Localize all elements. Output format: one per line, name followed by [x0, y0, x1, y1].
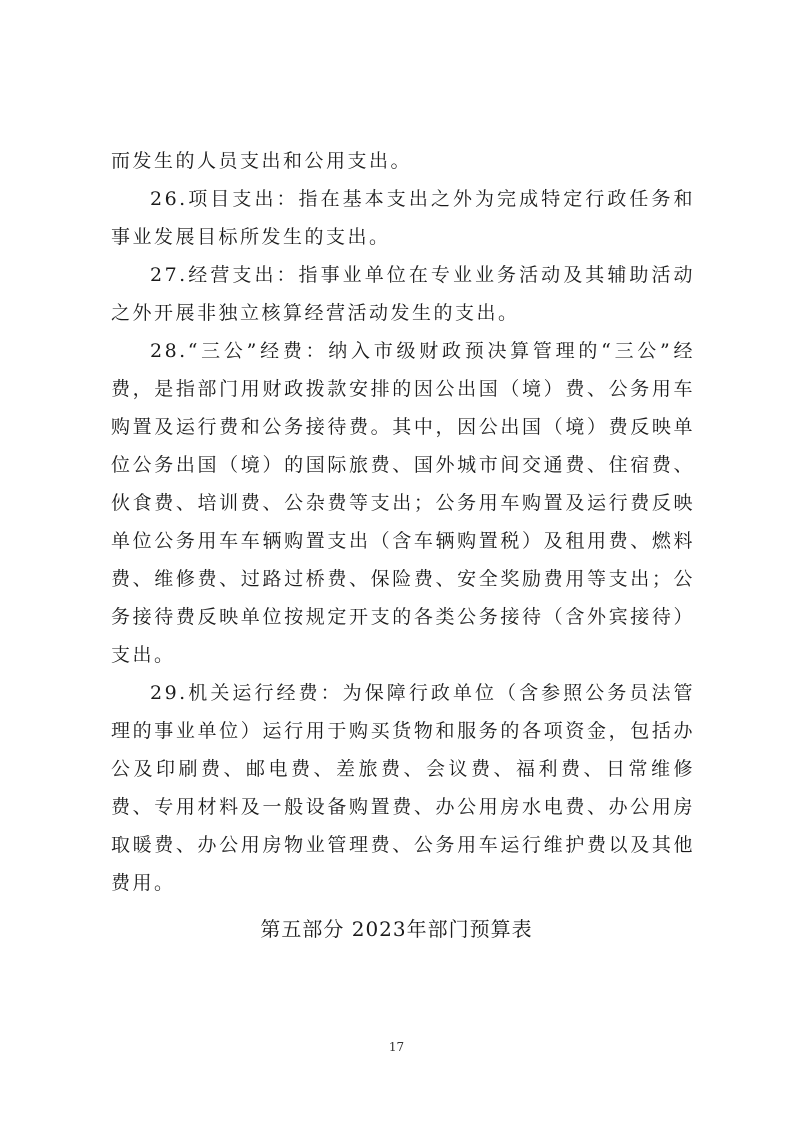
- paragraph-item-28: 28.“三公”经费：纳入市级财政预决算管理的“三公”经费，是指部门用财政拨款安排的因公出国（境）费、公务用车购置及运行费和公务接待费。其中，因公出国（境）费反映单位公务出国（境）的国际旅费、国外城市间交通费、住宿费、伙食费、培训费、公杂费等支出；公务用车购置及运行费反映单位公务用车车辆购置支出（含车辆购置税）及租用费、燃料费、维修费、过路过桥费、保险费、安全奖励费用等支出；公务接待费反映单位按规定开支的各类公务接待（含外宾接待）支出。: [111, 340, 695, 666]
- paragraph-item-27: 27.经营支出：指事业单位在专业业务活动及其辅助活动之外开展非独立核算经营活动发生的支出。: [111, 264, 695, 324]
- paragraph-item-29: 29.机关运行经费：为保障行政单位（含参照公务员法管理的事业单位）运行用于购买货物和服务的各项资金，包括办公及印刷费、邮电费、差旅费、会议费、福利费、日常维修费、专用材料及一般设备购置费、办公用房水电费、办公用房取暖费、办公用房物业管理费、公务用车运行维护费以及其他费用。: [111, 682, 695, 894]
- document-body: [111, 142, 695, 902]
- paragraph-item-26: 26.项目支出：指在基本支出之外为完成特定行政任务和事业发展目标所发生的支出。: [111, 188, 695, 248]
- paragraph-continuation: 而发生的人员支出和公用支出。: [111, 150, 413, 172]
- section-heading: 第五部分 2023年部门预算表: [260, 917, 533, 941]
- page-number: 17: [388, 1040, 405, 1054]
